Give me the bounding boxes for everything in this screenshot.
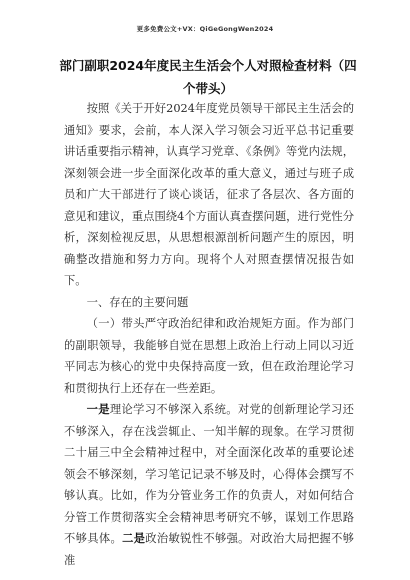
intro-paragraph: 按照《关于开好2024年度党员领导干部民主生活会的通知》要求，会前，本人深入学习领会习近平总书记重要讲话重要指示精神，认真学习党章、《条例》等党内法规，深刻领会进一步全面深化改革的重大意义，通过与班子成员和广大干部进行了谈心谈话，征求了各层次、各方面的意见和建议，重点围绕4个方面认真查摆问题，进行党性分析，深刻检视反思，从思想根源剖析问题产生的原因，明确整改措施和努力方向。现将个人对照查摆情况报告如下。 [64,102,354,287]
header-watermark-note: 更多免费公文+VX：QiGeGongWen2024 [136,25,274,33]
subsection-paragraph: （一）带头严守政治纪律和政治规矩方面。作为部门的副职领导，我能够自觉在思想上政治上行动上同以习近平同志为核心的党中央保持高度一致，但在政治理论学习和贯彻执行上还存在一些差距。 [64,317,354,395]
point-paragraph [64,399,354,571]
document-body [64,98,354,571]
document-title: 部门副职2024年度民主生活会个人对照检查材料（四个带头） [59,58,357,96]
point-text: 政治敏锐性不够强。对政治大局把握不够准 [64,532,354,567]
point-lead: 二是 [122,531,146,545]
section-heading: 一、存在的主要问题 [86,295,189,309]
point-lead: 一是 [86,402,110,416]
point-text: 理论学习不够深入系统。对党的创新理论学习还不够深入，存在浅尝辄止、一知半解的现象。在学习贯彻二十届三中全会精神过程中，对全面深化改革的重要论述领会不够深刻，学习笔记记录不够及时，心得体会撰写不够认真。比如，作为分管业务工作的负责人，对如何结合分管工作贯彻落实全会精神思考研究不够，谋划工作思路不够具体。 [64,403,354,545]
